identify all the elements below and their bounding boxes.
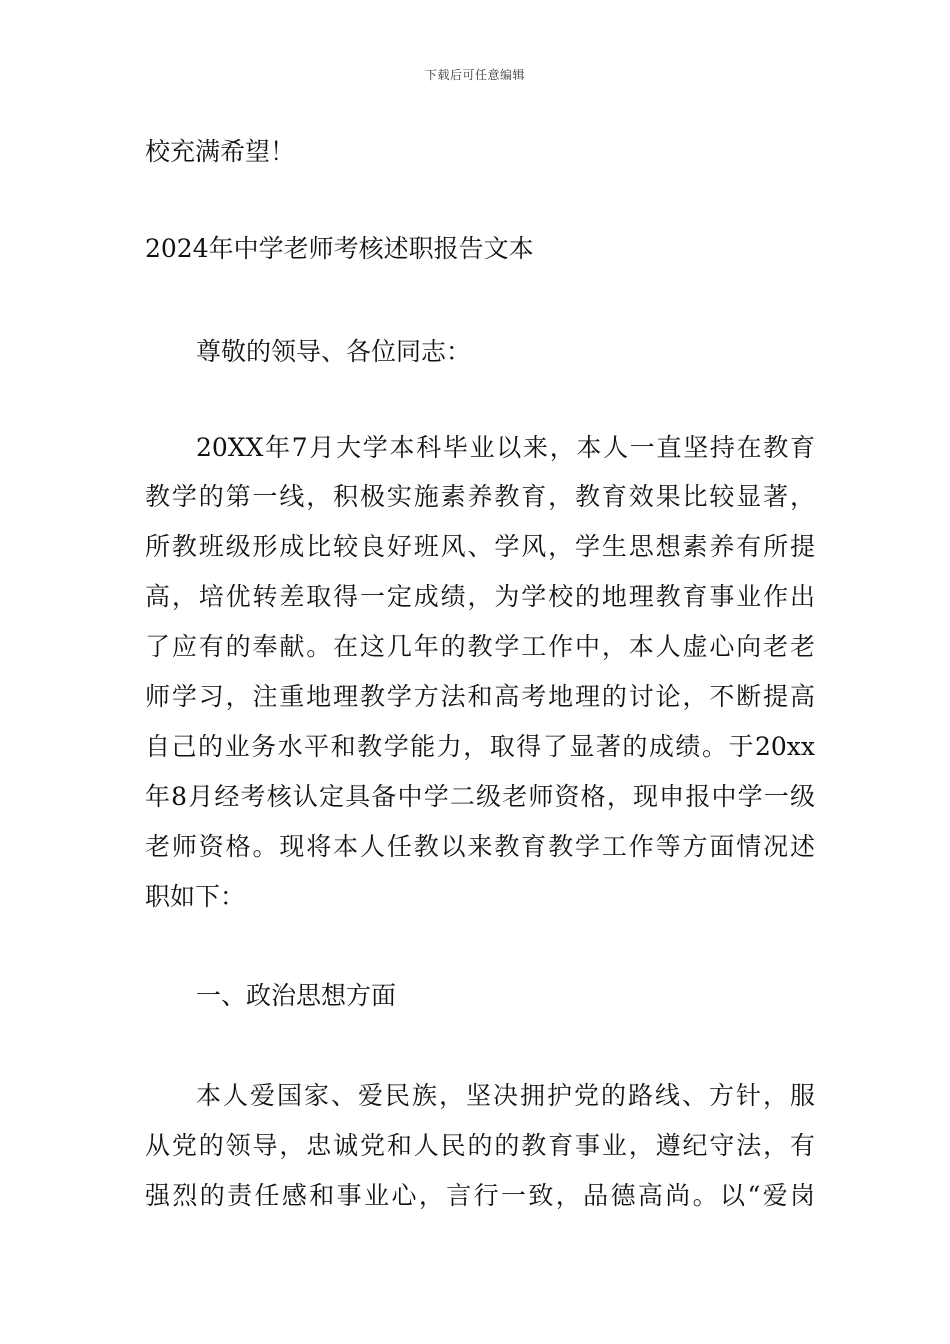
paragraph-line: 师学习，注重地理教学方法和高考地理的讨论，不断提高: [145, 682, 815, 711]
paragraph-line: 从党的领导，忠诚党和人民的的教育事业，遵纪守法，有: [145, 1131, 815, 1160]
paragraph-line: 20XX年7月大学本科毕业以来，本人一直坚持在教育: [196, 433, 815, 462]
paragraph-line: 高，培优转差取得一定成绩，为学校的地理教育事业作出: [145, 582, 815, 611]
document-title: 2024年中学老师考核述职报告文本: [145, 234, 534, 263]
paragraph-line: 了应有的奉献。在这几年的教学工作中，本人虚心向老老: [145, 632, 815, 661]
paragraph-line: 本人爱国家、爱民族，坚决拥护党的路线、方针，服: [196, 1081, 815, 1110]
page-header-note: 下载后可任意编辑: [424, 68, 525, 82]
paragraph-line: 所教班级形成比较良好班风、学风，学生思想素养有所提: [145, 532, 815, 561]
paragraph-line: 老师资格。现将本人任教以来教育教学工作等方面情况述: [145, 832, 815, 861]
paragraph-line: 年8月经考核认定具备中学二级老师资格，现申报中学一级: [145, 782, 815, 811]
paragraph-line: 自己的业务水平和教学能力，取得了显著的成绩。于20xx: [145, 732, 815, 761]
text-line-continuation: 校充满希望！: [145, 137, 296, 166]
paragraph-line: 强烈的责任感和事业心，言行一致，品德高尚。以“爱岗: [145, 1181, 815, 1210]
paragraph-line: 职如下：: [145, 882, 246, 911]
salutation: 尊敬的领导、各位同志：: [196, 337, 472, 366]
paragraph-line: 教学的第一线，积极实施素养教育，教育效果比较显著，: [145, 482, 815, 511]
section-heading-politics: 一、政治思想方面: [196, 981, 397, 1010]
